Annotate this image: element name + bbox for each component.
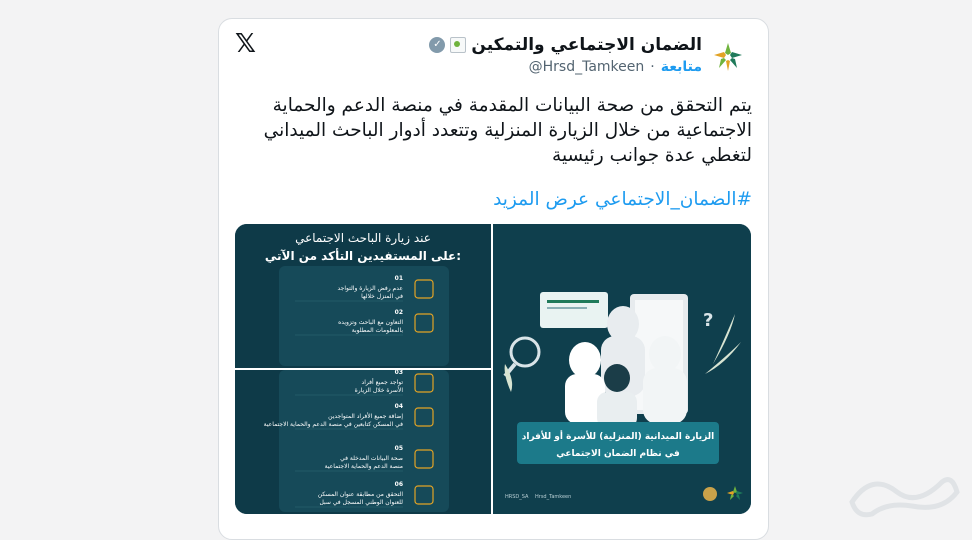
tweet-links <box>237 187 752 212</box>
x-logo-icon[interactable]: 𝕏 <box>235 29 256 59</box>
list-item-line-1: إضافة جميع الأفراد المتواجدين <box>328 413 403 420</box>
list-item-line-2: في المنزل خلالها <box>361 293 403 300</box>
watermark-logo <box>842 462 962 522</box>
banner-line-2: في نظام الضمان الاجتماعي <box>556 449 680 459</box>
avatar[interactable] <box>708 37 748 77</box>
list-item-number: 03 <box>394 369 403 376</box>
display-name[interactable]: الضمان الاجتماعي والتمكين <box>471 35 702 55</box>
list-item-number: 06 <box>394 481 403 488</box>
author-name-row <box>429 35 702 55</box>
list-item-line-1: عدم رفض الزيارة والتواجد <box>337 285 403 292</box>
footer-handle-2: Hrsd_Tamkeen <box>535 494 572 500</box>
plant-emoji-icon <box>450 37 466 53</box>
separator-dot: · <box>650 59 655 75</box>
show-more-link[interactable]: عرض المزيد <box>493 189 590 210</box>
list-item-number: 01 <box>394 275 403 282</box>
list-item-line-2: للعنوان الوطني المسجل في سبل <box>319 499 403 506</box>
tweet-text: يتم التحقق من صحة البيانات المقدمة في منصة الدعم والحماية الاجتماعية من خلال الزيارة المنزلية وتتعدد أدوار الباحث الميداني لتغطي عدة جوانب رئيسية <box>263 95 752 166</box>
list-item-line-1: صحة البيانات المدخلة في <box>340 455 403 462</box>
tweet-card[interactable] <box>218 18 769 540</box>
list-item-line-1: تواجد جميع أفراد <box>361 379 403 386</box>
web-page-illustration <box>540 292 608 328</box>
list-item-number: 05 <box>394 445 403 452</box>
svg-text:?: ? <box>703 310 714 331</box>
list-item-number: 02 <box>394 309 403 316</box>
footer-handle-1: HRSD_SA <box>505 494 529 500</box>
list-item-line-2: منصة الدعم والحماية الاجتماعية <box>324 463 403 470</box>
tweet-media-image[interactable] <box>235 224 751 514</box>
verified-badge-icon: ✓ <box>429 37 445 53</box>
list-item-number: 04 <box>394 403 403 410</box>
left-panel-title-2: على المستفيدين التأكد من الآتي: <box>264 249 462 263</box>
handle-row <box>529 59 702 75</box>
list-item-line-1: التحقق من مطابقة عنوان المسكن <box>317 491 403 498</box>
emblem-icon <box>703 487 717 501</box>
list-item-line-2: الأسرة خلال الزيارة <box>354 387 403 394</box>
list-item-line-1: التعاون مع الباحث وتزويده <box>338 319 403 326</box>
left-panel-title-1: عند زيارة الباحث الاجتماعي <box>295 231 431 245</box>
follow-button[interactable]: متابعة <box>660 59 702 75</box>
list-item-line-2: بالمعلومات المطلوبة <box>351 327 403 334</box>
banner-line-1: الزيارة الميدانية (المنزلية) للأسرة أو للأفراد <box>521 432 715 442</box>
hashtag-link[interactable]: #الضمان_الاجتماعي <box>595 189 752 210</box>
author-handle[interactable]: @Hrsd_Tamkeen <box>528 59 645 75</box>
list-item-line-2: في المسكن كتابعين في منصة الدعم والحماية الاجتماعية <box>263 421 403 428</box>
